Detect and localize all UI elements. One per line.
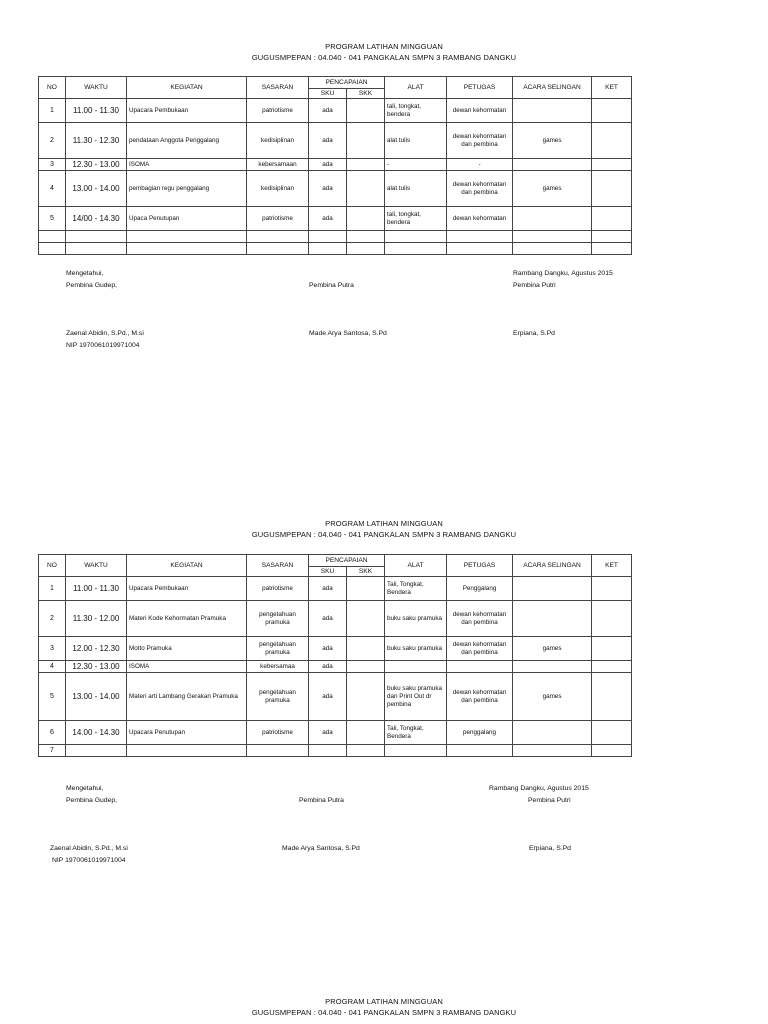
cell-skk <box>347 601 385 637</box>
cell-sku: ada <box>309 673 347 721</box>
cell-petugas: dewan kehormatan <box>447 99 513 123</box>
cell-alat: buku saku pramuka dan Print Out dr pembina <box>385 673 447 721</box>
cell-sasaran: kedisiplinan <box>247 123 309 159</box>
table-row <box>39 637 632 661</box>
cell-acara: games <box>513 123 592 159</box>
cell-alat: tali, tongkat, bendera <box>385 207 447 231</box>
pembina-putra-name: Made Arya Santosa, S.Pd <box>309 330 387 337</box>
cell-ket <box>592 745 632 757</box>
cell-alat <box>385 243 447 255</box>
cell-petugas: dewan kehormatan <box>447 207 513 231</box>
table-row <box>39 123 632 159</box>
cell-kegiatan: Upacara Pembukaan <box>127 577 247 601</box>
cell-alat: Tali, Tongkat, Bendera <box>385 577 447 601</box>
cell-sku: ada <box>309 637 347 661</box>
cell-skk <box>347 745 385 757</box>
mengetahui-label: Mengetahui, <box>66 270 104 277</box>
cell-ket <box>592 721 632 745</box>
col-kegiatan: KEGIATAN <box>127 77 247 99</box>
cell-petugas <box>447 243 513 255</box>
cell-skk <box>347 123 385 159</box>
cell-sku <box>309 745 347 757</box>
cell-waktu: 11.30 - 12.00 <box>66 601 127 637</box>
cell-acara <box>513 207 592 231</box>
pembina-putri-role: Pembina Putri <box>513 282 556 289</box>
col-sasaran: SASARAN <box>247 77 309 99</box>
cell-sasaran: kebersamaa <box>247 661 309 673</box>
table-body-1 <box>39 99 632 255</box>
cell-alat <box>385 745 447 757</box>
cell-sasaran: kedisiplinan <box>247 171 309 207</box>
cell-kegiatan <box>127 243 247 255</box>
cell-sasaran: patriotisme <box>247 207 309 231</box>
col-ket: KET <box>592 555 632 577</box>
col-no: NO <box>39 77 66 99</box>
cell-kegiatan: pendataan Anggota Penggalang <box>127 123 247 159</box>
cell-acara <box>513 721 592 745</box>
cell-waktu: 13.00 - 14.00 <box>66 673 127 721</box>
table-row <box>39 661 632 673</box>
cell-alat: Tali, Tongkat, Bendera <box>385 721 447 745</box>
pembina-gudep-role: Pembina Gudep, <box>66 282 118 289</box>
cell-sku: ada <box>309 207 347 231</box>
cell-sku: ada <box>309 99 347 123</box>
pembina-putra-role: Pembina Putra <box>309 282 354 289</box>
pembina-putra-role: Pembina Putra <box>299 797 344 804</box>
cell-acara <box>513 661 592 673</box>
cell-skk <box>347 661 385 673</box>
cell-skk <box>347 231 385 243</box>
mengetahui-label: Mengetahui, <box>66 785 104 792</box>
cell-no: 1 <box>39 99 66 123</box>
cell-acara <box>513 159 592 171</box>
cell-acara: games <box>513 171 592 207</box>
cell-alat: alat tulis <box>385 123 447 159</box>
cell-sasaran <box>247 745 309 757</box>
cell-no: 3 <box>39 637 66 661</box>
cell-waktu: 12.00 - 12.30 <box>66 637 127 661</box>
cell-no: 2 <box>39 123 66 159</box>
cell-waktu: 12.30 - 13.00 <box>66 159 127 171</box>
cell-sku: ada <box>309 123 347 159</box>
table-row <box>39 745 632 757</box>
table-row <box>39 99 632 123</box>
cell-kegiatan: Materi arti Lambang Gerakan Pramuka <box>127 673 247 721</box>
table-row <box>39 673 632 721</box>
cell-sasaran: patriotisme <box>247 99 309 123</box>
col-sku: SKU <box>309 89 347 99</box>
cell-ket <box>592 601 632 637</box>
pembina-gudep-name: Zaenal Abidin, S.Pd., M.si <box>50 845 128 852</box>
table-row <box>39 171 632 207</box>
col-skk: SKK <box>347 567 385 577</box>
cell-no: 7 <box>39 745 66 757</box>
cell-no: 5 <box>39 207 66 231</box>
cell-acara <box>513 601 592 637</box>
cell-waktu: 11.00 - 11.30 <box>66 99 127 123</box>
col-pencapaian: PENCAPAIAN <box>309 555 385 567</box>
cell-no: 4 <box>39 661 66 673</box>
col-petugas: PETUGAS <box>447 555 513 577</box>
cell-kegiatan: Motto Pramuka <box>127 637 247 661</box>
cell-ket <box>592 207 632 231</box>
col-acara: ACARA SELINGAN <box>513 555 592 577</box>
cell-sasaran: pengetahuan pramuka <box>247 637 309 661</box>
cell-sasaran: kebersamaan <box>247 159 309 171</box>
program-table-1 <box>38 76 632 255</box>
col-waktu: WAKTU <box>66 555 127 577</box>
cell-no: 2 <box>39 601 66 637</box>
cell-waktu: 14.00 - 14.30 <box>66 721 127 745</box>
col-pencapaian: PENCAPAIAN <box>309 77 385 89</box>
col-sasaran: SASARAN <box>247 555 309 577</box>
cell-waktu <box>66 231 127 243</box>
cell-ket <box>592 673 632 721</box>
cell-skk <box>347 673 385 721</box>
cell-skk <box>347 207 385 231</box>
cell-sku <box>309 243 347 255</box>
table-row <box>39 159 632 171</box>
cell-sku <box>309 231 347 243</box>
cell-ket <box>592 577 632 601</box>
col-alat: ALAT <box>385 77 447 99</box>
page-subtitle: GUGUSMPEPAN : 04.040 - 041 PANGKALAN SMPN 3 RAMBANG DANGKU <box>251 530 517 539</box>
pembina-putri-role: Pembina Putri <box>528 797 571 804</box>
pembina-gudep-role: Pembina Gudep, <box>66 797 118 804</box>
cell-petugas: - <box>447 159 513 171</box>
col-kegiatan: KEGIATAN <box>127 555 247 577</box>
cell-kegiatan <box>127 745 247 757</box>
cell-waktu: 11.30 - 12.30 <box>66 123 127 159</box>
cell-sasaran: pengetahuan pramuka <box>247 601 309 637</box>
cell-kegiatan: Upacara Pembukaan <box>127 99 247 123</box>
cell-petugas: penggalang <box>447 721 513 745</box>
cell-waktu: 12.30 - 13.00 <box>66 661 127 673</box>
pembina-putri-name: Erpiana, S.Pd <box>529 845 571 852</box>
cell-ket <box>592 231 632 243</box>
cell-petugas: dewan kehormatan dan pembina <box>447 637 513 661</box>
pembina-gudep-nip: NIP 1970061019971004 <box>52 857 126 864</box>
table-row <box>39 577 632 601</box>
cell-acara <box>513 99 592 123</box>
header-1 <box>0 41 768 63</box>
cell-petugas <box>447 745 513 757</box>
page-subtitle: GUGUSMPEPAN : 04.040 - 041 PANGKALAN SMPN 3 RAMBANG DANGKU <box>251 1008 517 1017</box>
page-title: PROGRAM LATIHAN MINGGUAN <box>325 42 443 51</box>
cell-skk <box>347 159 385 171</box>
cell-petugas <box>447 231 513 243</box>
cell-ket <box>592 159 632 171</box>
cell-petugas: dewan kehormatan dan pembina <box>447 673 513 721</box>
col-ket: KET <box>592 77 632 99</box>
cell-petugas: dewan kehormatan dan pembina <box>447 123 513 159</box>
cell-acara: games <box>513 637 592 661</box>
place-date: Rambang Dangku, Agustus 2015 <box>489 785 589 792</box>
table-row <box>39 721 632 745</box>
cell-petugas: Penggalang <box>447 577 513 601</box>
col-petugas: PETUGAS <box>447 77 513 99</box>
pembina-gudep-nip: NIP 1970061019971004 <box>66 342 140 349</box>
cell-alat <box>385 231 447 243</box>
cell-no: 5 <box>39 673 66 721</box>
cell-skk <box>347 171 385 207</box>
cell-sasaran <box>247 243 309 255</box>
cell-alat <box>385 661 447 673</box>
pembina-putri-name: Erpiana, S.Pd <box>513 330 555 337</box>
cell-kegiatan: Upacara Penutupan <box>127 721 247 745</box>
cell-waktu: 11.00 - 11.30 <box>66 577 127 601</box>
table-body-2 <box>39 577 632 757</box>
cell-petugas: dewan kehormatan dan pembina <box>447 601 513 637</box>
cell-no <box>39 231 66 243</box>
cell-skk <box>347 243 385 255</box>
cell-sku: ada <box>309 159 347 171</box>
cell-ket <box>592 661 632 673</box>
cell-sasaran: patriotisme <box>247 721 309 745</box>
cell-alat: tali, tongkat, bendera <box>385 99 447 123</box>
cell-petugas <box>447 661 513 673</box>
cell-petugas: dewan kehormatan dan pembina <box>447 171 513 207</box>
cell-sasaran <box>247 231 309 243</box>
cell-ket <box>592 99 632 123</box>
page-subtitle: GUGUSMPEPAN : 04.040 - 041 PANGKALAN SMPN 3 RAMBANG DANGKU <box>251 53 517 62</box>
cell-alat: buku saku pramuka <box>385 637 447 661</box>
col-sku: SKU <box>309 567 347 577</box>
header-3 <box>0 996 768 1018</box>
table-row <box>39 207 632 231</box>
col-no: NO <box>39 555 66 577</box>
cell-kegiatan: Upaca Penutupan <box>127 207 247 231</box>
cell-waktu <box>66 745 127 757</box>
table-row <box>39 601 632 637</box>
cell-alat: - <box>385 159 447 171</box>
table-row <box>39 243 632 255</box>
cell-kegiatan: pembagian regu penggalang <box>127 171 247 207</box>
cell-sku: ada <box>309 577 347 601</box>
cell-sasaran: patriotisme <box>247 577 309 601</box>
col-waktu: WAKTU <box>66 77 127 99</box>
cell-no: 6 <box>39 721 66 745</box>
program-table-2 <box>38 554 632 757</box>
cell-waktu <box>66 243 127 255</box>
cell-skk <box>347 577 385 601</box>
pembina-putra-name: Made Arya Santosa, S.Pd <box>282 845 360 852</box>
cell-ket <box>592 243 632 255</box>
cell-no: 4 <box>39 171 66 207</box>
col-skk: SKK <box>347 89 385 99</box>
place-date: Rambang Dangku, Agustus 2015 <box>513 270 613 277</box>
cell-kegiatan <box>127 231 247 243</box>
cell-waktu: 13.00 - 14.00 <box>66 171 127 207</box>
cell-alat: buku saku pramuka <box>385 601 447 637</box>
cell-ket <box>592 637 632 661</box>
cell-no: 1 <box>39 577 66 601</box>
cell-ket <box>592 171 632 207</box>
cell-acara <box>513 745 592 757</box>
cell-kegiatan: ISOMA <box>127 159 247 171</box>
header-2 <box>0 518 768 540</box>
cell-ket <box>592 123 632 159</box>
table-row <box>39 231 632 243</box>
cell-acara <box>513 243 592 255</box>
cell-sku: ada <box>309 721 347 745</box>
cell-sku: ada <box>309 601 347 637</box>
cell-no <box>39 243 66 255</box>
col-acara: ACARA SELINGAN <box>513 77 592 99</box>
cell-sku: ada <box>309 171 347 207</box>
cell-kegiatan: Materi Kode Kehormatan Pramuka <box>127 601 247 637</box>
cell-acara: games <box>513 673 592 721</box>
page-title: PROGRAM LATIHAN MINGGUAN <box>325 997 443 1006</box>
cell-alat: alat tulis <box>385 171 447 207</box>
cell-acara <box>513 231 592 243</box>
cell-skk <box>347 637 385 661</box>
pembina-gudep-name: Zaenal Abidin, S.Pd., M.si <box>66 330 144 337</box>
cell-kegiatan: ISOMA <box>127 661 247 673</box>
cell-skk <box>347 99 385 123</box>
cell-no: 3 <box>39 159 66 171</box>
cell-waktu: 14/00 - 14.30 <box>66 207 127 231</box>
cell-sku: ada <box>309 661 347 673</box>
page-title: PROGRAM LATIHAN MINGGUAN <box>325 519 443 528</box>
cell-sasaran: pengetahuan pramuka <box>247 673 309 721</box>
col-alat: ALAT <box>385 555 447 577</box>
cell-acara <box>513 577 592 601</box>
cell-skk <box>347 721 385 745</box>
